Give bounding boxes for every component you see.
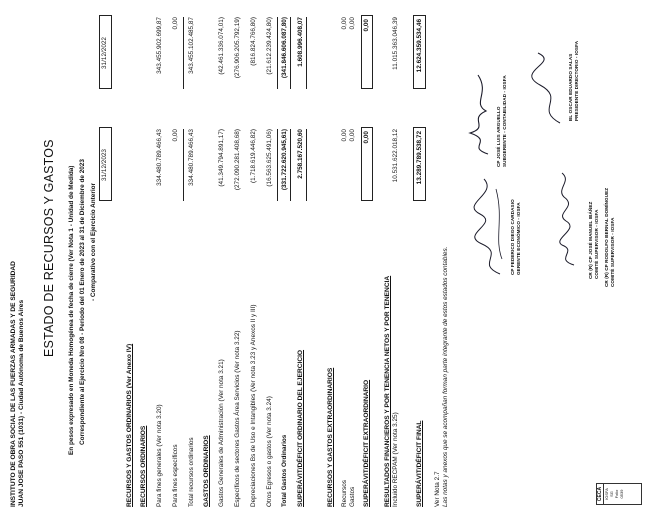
signature-4-name: CR (R) CP RODOLFO BERNAL DOMÍNGUEZ [604, 187, 609, 287]
row-previous-extraordinary-surplus: 0,00 [363, 19, 370, 32]
row-current-sector-expenses: (272.090.281.408,68) [234, 129, 241, 191]
subtotal-line-previous [183, 17, 184, 89]
row-label-final-surplus: SUPERÁVIT/DÉFICIT FINAL [416, 420, 423, 507]
row-label-sector-expenses: Específicos de sectores Gastos Área Servicios (Ver nota 3.22) [234, 330, 241, 507]
row-current-admin-expenses: (41.349.794.891,17) [218, 129, 225, 187]
signature-1-name: CP FEDERICO DIEGO CARDASIO [510, 199, 515, 275]
ceca-stamp [596, 483, 642, 505]
row-label-depreciation: Depreciaciones Bs de Uso e Intangibles (Ver nota 3.23 y Anexos II y III) [250, 304, 257, 507]
row-previous-depreciation: (816.824.766,80) [250, 17, 257, 66]
subtitle-currency: En pesos expresado en Moneda Homogénea de fecha de cierre (Ver Nota 1 - Unidad de Medida) [68, 165, 75, 455]
subtotal-line-current [183, 129, 184, 201]
signature-scribble-1 [470, 169, 510, 279]
row-previous-financial: 11.015.363.046,39 [392, 17, 399, 70]
signature-2-role: SUBGERENTE - CONTABILIDAD - IOSFA [502, 75, 507, 167]
row-label-general-purpose: Para fines generales (Ver nota 3.20) [156, 404, 163, 507]
signature-4-role: COMITÉ SUPERVISOR - IOSFA [610, 217, 615, 287]
column-header-current: 31/12/2023 [101, 149, 108, 181]
expenses-underline-previous [290, 17, 291, 89]
subtitle-comparative: - Comparativo con el Ejercicio Anterior [90, 182, 97, 301]
stamp-title: CECA [597, 484, 604, 504]
stamp-line-3: Folio [614, 489, 619, 499]
expenses-line-previous [277, 17, 278, 89]
row-label-extraordinary-surplus: SUPERÁVIT/DÉFICIT EXTRAORDINARIO [363, 379, 370, 507]
section-extraordinary-title: RECURSOS Y GASTOS EXTRAORDINARIOS [327, 367, 334, 507]
row-label-specific-purpose: Para fines específicos [172, 444, 179, 507]
note-see-2-7: Ver Nota 2.7 [434, 471, 441, 507]
row-previous-extra-resources: 0,00 [341, 17, 348, 30]
signature-1-role: GERENTE ECONÓMICO - IOSFA [516, 202, 521, 275]
statement-title: ESTADO DE RECURSOS Y GASTOS [42, 139, 56, 357]
institution-name: INSTITUTO DE OBRA SOCIAL DE LAS FUERZAS ARMADAS Y DE SEGURIDAD [10, 261, 17, 507]
subtitle-period: Correspondiente al Ejercicio Nro 08 - Período del 01 Enero de 2023 al 31 de Diciembre de 2023 [79, 159, 86, 445]
signature-3-name: CR (R) CP JOSÉ MANUEL IBÁÑEZ [588, 201, 593, 279]
row-label-financial: Incluido RECPAM (Ver nota 3.25) [392, 412, 399, 507]
row-previous-admin-expenses: (42.461.336.074,01) [218, 17, 225, 75]
row-previous-specific-purpose: 0,00 [172, 17, 179, 30]
stamp-line-2: SG [609, 491, 614, 497]
expenses-line-current [277, 129, 278, 201]
section-ordinary-expenses: GASTOS ORDINARIOS [203, 435, 210, 507]
row-current-financial: 10.531.622.018,12 [392, 129, 399, 183]
row-label-admin-expenses: Gastos Generales de Administración (Ver nota 3.21) [218, 359, 225, 507]
surplus-underline-previous [306, 17, 307, 89]
column-header-previous: 31/12/2022 [101, 37, 108, 69]
row-current-general-purpose: 334.480.789.466,43 [156, 129, 163, 186]
row-previous-extra-expenses: 0,00 [349, 17, 356, 30]
section-ordinary-title: RECURSOS Y GASTOS ORDINARIOS (Ver Anexo IV) [126, 343, 133, 507]
institution-address: JUAN JOSE PASO 551 (1031) - Ciudad Autónoma de Buenos Aires [18, 299, 25, 507]
row-current-depreciation: (1.718.619.446,82) [250, 129, 257, 184]
surplus-underline-current [306, 129, 307, 201]
row-previous-total-expenses: (341.846.606.087,80) [281, 17, 288, 79]
row-current-extraordinary-surplus: 0,00 [363, 131, 370, 144]
signature-2-name: CP JOSÉ LUIS ARGUELLO [496, 106, 501, 167]
row-current-final-surplus: 13.289.789.538,72 [416, 131, 423, 185]
row-previous-final-surplus: 12.624.359.534,46 [416, 19, 423, 73]
signature-3-role: COMITÉ SUPERVISOR - IOSFA [594, 209, 599, 279]
row-label-ordinary-surplus: SUPERÁVIT/DÉFICIT ORDINARIO DEL EJERCICIO [297, 349, 304, 507]
signature-scribble-4 [530, 49, 570, 129]
expenses-underline-current [290, 129, 291, 201]
row-label-total-resources: Total recursos ordinarios [188, 437, 195, 507]
row-previous-other-expenses: (21.612.239.424,80) [266, 17, 273, 75]
row-current-extra-resources: 0,00 [341, 129, 348, 142]
row-previous-total-resources: 343.455.102.485,87 [188, 17, 195, 74]
row-current-specific-purpose: 0,00 [172, 129, 179, 142]
section-financial-title: RESULTADOS FINANCIEROS Y POR TENENCIA NETOS Y POR TENENCIA [384, 275, 391, 507]
row-previous-sector-expenses: (276.906.205.792,19) [234, 17, 241, 79]
note-integral-part: Las notas y anexos que se acompañan forman parte integrante de estos estados contables. [442, 246, 449, 507]
row-previous-ordinary-surplus: 1.608.996.408,07 [297, 17, 304, 67]
signature-scribble-2 [460, 69, 500, 159]
row-current-extra-expenses: 0,00 [349, 129, 356, 142]
row-current-total-expenses: (331.722.620.945,61) [281, 129, 288, 191]
section-ordinary-resources: RECURSOS ORDINARIOS [140, 425, 147, 507]
row-label-extra-resources: Recursos [341, 480, 348, 507]
row-current-total-resources: 334.480.789.466,43 [188, 129, 195, 186]
row-current-ordinary-surplus: 2.758.167.520,60 [297, 129, 304, 179]
row-current-other-expenses: (16.563.625.491,06) [266, 129, 273, 187]
row-label-other-expenses: Otros Egresos o gastos (Ver nota 3.24) [266, 396, 273, 507]
signature-scribble-3 [548, 169, 588, 269]
signature-5-role: PRESIDENTE DIRECTORIO - IOSFA [574, 40, 579, 121]
stamp-line-1: IOSFA [604, 488, 609, 500]
row-previous-general-purpose: 343.455.902.699,87 [156, 17, 163, 74]
signature-5-name: BL OSCAR EDUARDO SALAS [568, 53, 573, 121]
row-label-extra-expenses: Gastos [349, 486, 356, 507]
row-label-total-expenses: Total Gastos Ordinarios [281, 434, 288, 507]
stamp-line-4: 0539 [619, 489, 624, 499]
